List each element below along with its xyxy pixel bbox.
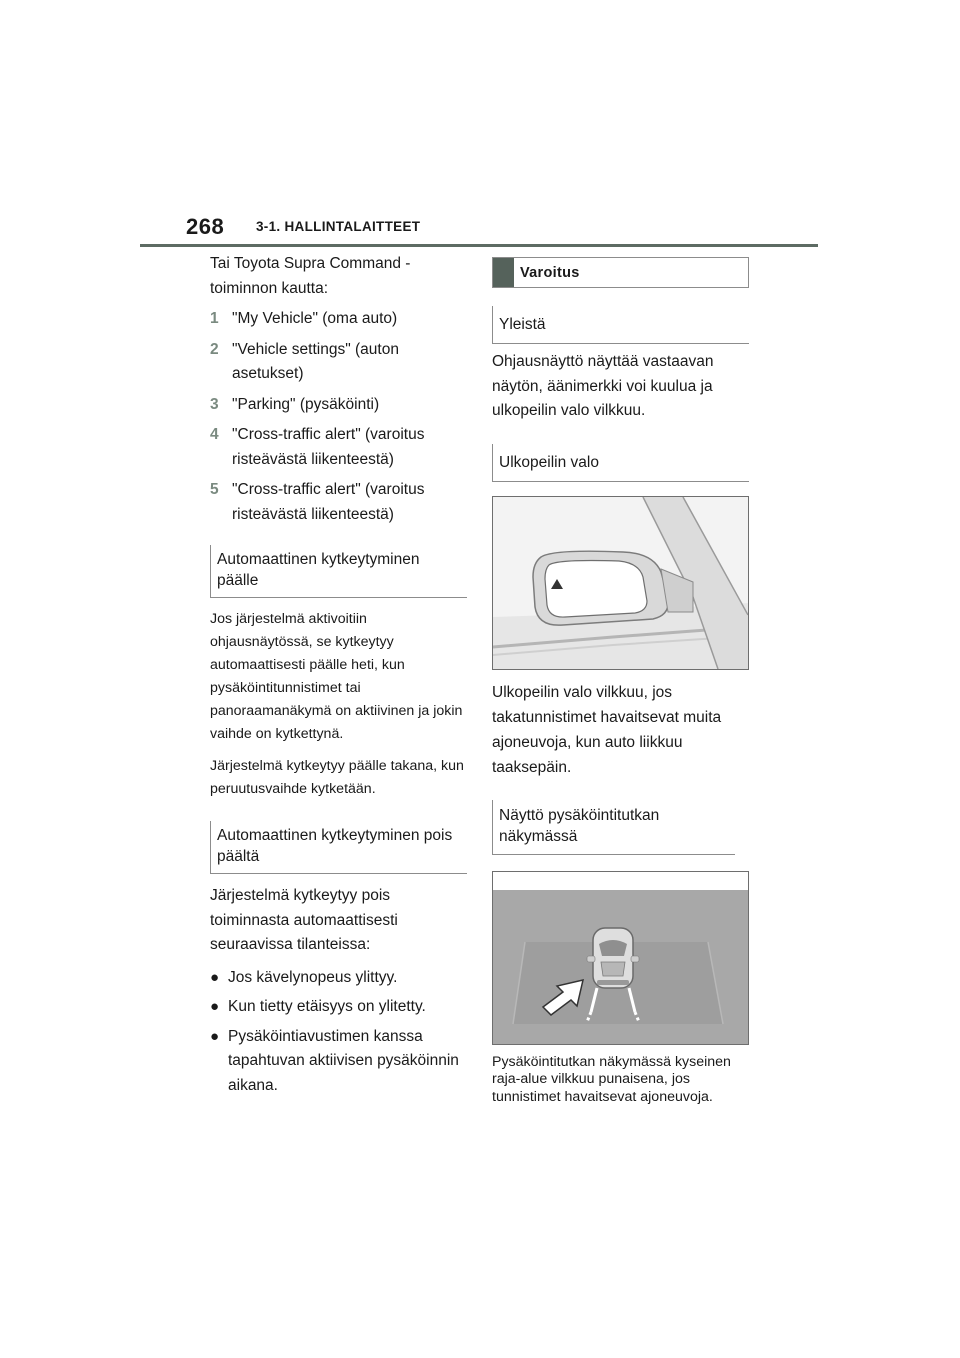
warning-label: Varoitus: [520, 264, 580, 281]
list-item: [210, 1025, 468, 1099]
step-text: "Vehicle settings" (auton asetukset): [232, 340, 399, 382]
side-mirror-illustration: [492, 496, 749, 670]
mirror-text: Ulkopeilin valo vilkkuu, jos takatunnistimet havaitsevat muita ajoneuvoja, kun auto liikkuu taaksepäin.: [492, 683, 722, 776]
right-column: [492, 257, 749, 1106]
warning-marker: [493, 258, 514, 287]
list-item: [210, 966, 468, 991]
step-number: 4: [210, 426, 219, 443]
side-mirror-icon: [493, 497, 748, 669]
warning-banner: [492, 257, 749, 288]
chapter-title: 3-1. HALLINTALAITTEET: [256, 219, 421, 234]
auto-on-paragraph-1: Jos järjestelmä aktivoitiin ohjausnäytössä, se kytkeytyy automaattisesti päälle heti, kun pysäköintitunnistimet tai panoraamanäkymä on aktiivinen ja jokin vaihde on kytkettynä.: [210, 611, 463, 742]
list-item: [210, 307, 468, 332]
steps-list: [210, 307, 468, 527]
list-item: [210, 478, 468, 527]
step-number: 5: [210, 481, 219, 498]
radar-caption: Pysäköintitutkan näkymässä kyseinen raja-alue vilkkuu punaisena, jos tunnistimet havaitsevat ajoneuvoja.: [492, 1053, 731, 1105]
bullet-icon: ●: [210, 968, 220, 986]
bullet-text: Kun tietty etäisyys on ylitetty.: [228, 998, 426, 1015]
header-rule: [140, 244, 818, 247]
general-text: Ohjausnäyttö näyttää vastaavan näytön, äänimerkki voi kuulua ja ulkopeilin valo vilkkuu.: [492, 353, 714, 419]
step-text: "Cross-traffic alert" (varoitus risteävästä liikenteestä): [232, 426, 425, 468]
conditions-list: [210, 966, 468, 1099]
list-item: [210, 423, 468, 472]
parking-radar-icon: [493, 872, 748, 1044]
intro-text: Tai Toyota Supra Command -toiminnon kautta:: [210, 255, 411, 297]
mirror-heading: Ulkopeilin valo: [492, 444, 749, 482]
list-item: [210, 995, 468, 1020]
bullet-text: Jos kävelynopeus ylittyy.: [228, 968, 398, 986]
step-text: "Cross-traffic alert" (varoitus risteävästä liikenteestä): [232, 481, 425, 523]
auto-off-heading: Automaattinen kytkeytyminen pois päältä: [210, 821, 467, 874]
list-item: [210, 338, 468, 387]
bullet-text: Pysäköintiavustimen kanssa tapahtuvan aktiivisen pysäköinnin aikana.: [228, 1027, 459, 1094]
step-number: 2: [210, 340, 219, 358]
radar-heading: Näyttö pysäköintitutkan näkymässä: [492, 800, 735, 855]
step-text: "My Vehicle" (oma auto): [232, 310, 398, 327]
step-number: 1: [210, 310, 219, 327]
left-column: [210, 252, 468, 1103]
auto-off-intro: Järjestelmä kytkeytyy pois toiminnasta automaattisesti seuraavissa tilanteissa:: [210, 887, 398, 953]
page-number: 268: [186, 214, 225, 239]
auto-on-paragraph-2: Järjestelmä kytkeytyy päälle takana, kun peruutusvaihde kytketään.: [210, 758, 464, 797]
list-item: [210, 393, 468, 418]
bullet-icon: ●: [210, 1027, 220, 1045]
step-text: "Parking" (pysäköinti): [232, 395, 380, 413]
step-number: 3: [210, 395, 219, 413]
bullet-icon: ●: [210, 998, 220, 1015]
auto-on-heading: Automaattinen kytkeytyminen päälle: [210, 545, 467, 598]
parking-radar-illustration: [492, 871, 749, 1045]
general-heading: Yleistä: [492, 306, 749, 344]
